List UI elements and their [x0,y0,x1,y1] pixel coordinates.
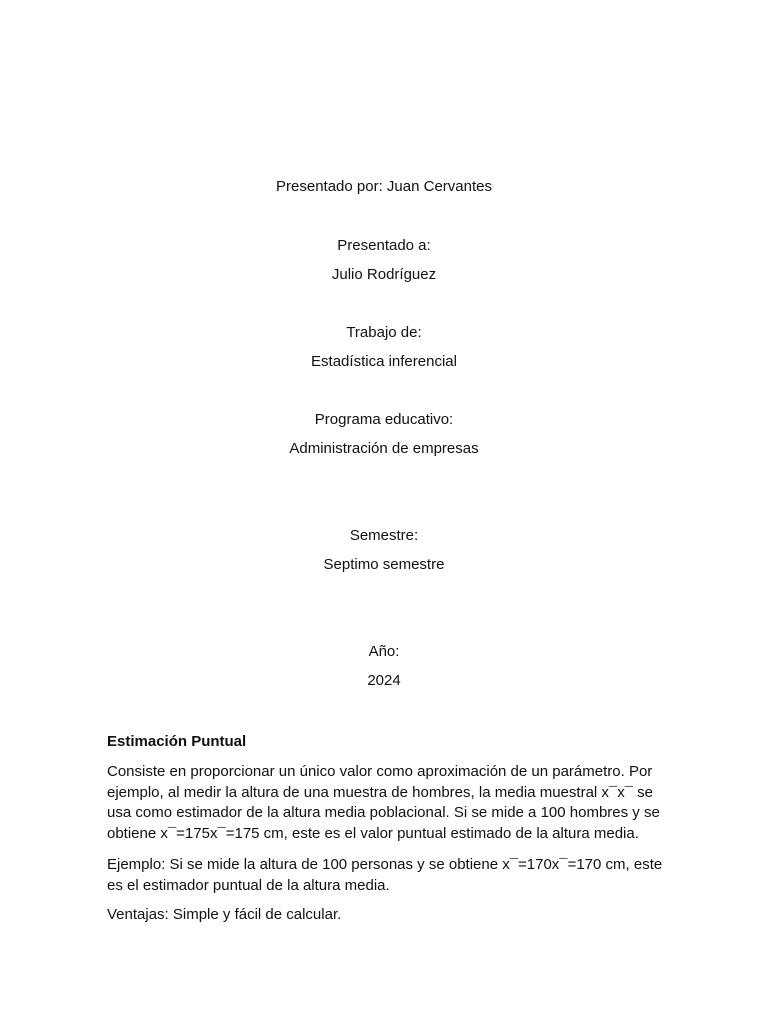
paragraph-1: Consiste en proporcionar un único valor como aproximación de un parámetro. Por ejemplo, al medir la altura de una muestra de hombres, la media muestral x¯x¯ se usa como estimador de la altura media poblacional. Si se mide a 100 hombres y se obtiene x¯=175x¯=175 cm, este es el valor puntual estimado de la altura media. [107,763,660,842]
work-label: Trabajo de: [346,324,422,341]
year-value: 2024 [367,672,401,689]
work-value: Estadística inferencial [311,353,457,370]
paragraph-advantages [107,905,663,926]
presented-by: Presentado por: Juan Cervantes [276,178,492,195]
presented-to-label: Presentado a: [337,237,431,254]
presented-to-value: Julio Rodríguez [331,266,437,283]
section-heading: Estimación Puntual [107,733,247,750]
program-label: Programa educativo: [314,411,454,428]
paragraph-2: Ejemplo: Si se mide la altura de 100 personas y se obtiene x¯=170x¯=170 cm, este es el estimador puntual de la altura media. [107,856,663,894]
paragraph-3: Ventajas: Simple y fácil de calcular. [107,906,342,923]
year-label: Año: [368,643,400,660]
paragraph-example [107,855,663,896]
semester-label: Semestre: [349,527,419,544]
paragraph-definition [107,762,663,844]
semester-value: Septimo semestre [323,556,445,573]
program-value: Administración de empresas [289,440,479,457]
